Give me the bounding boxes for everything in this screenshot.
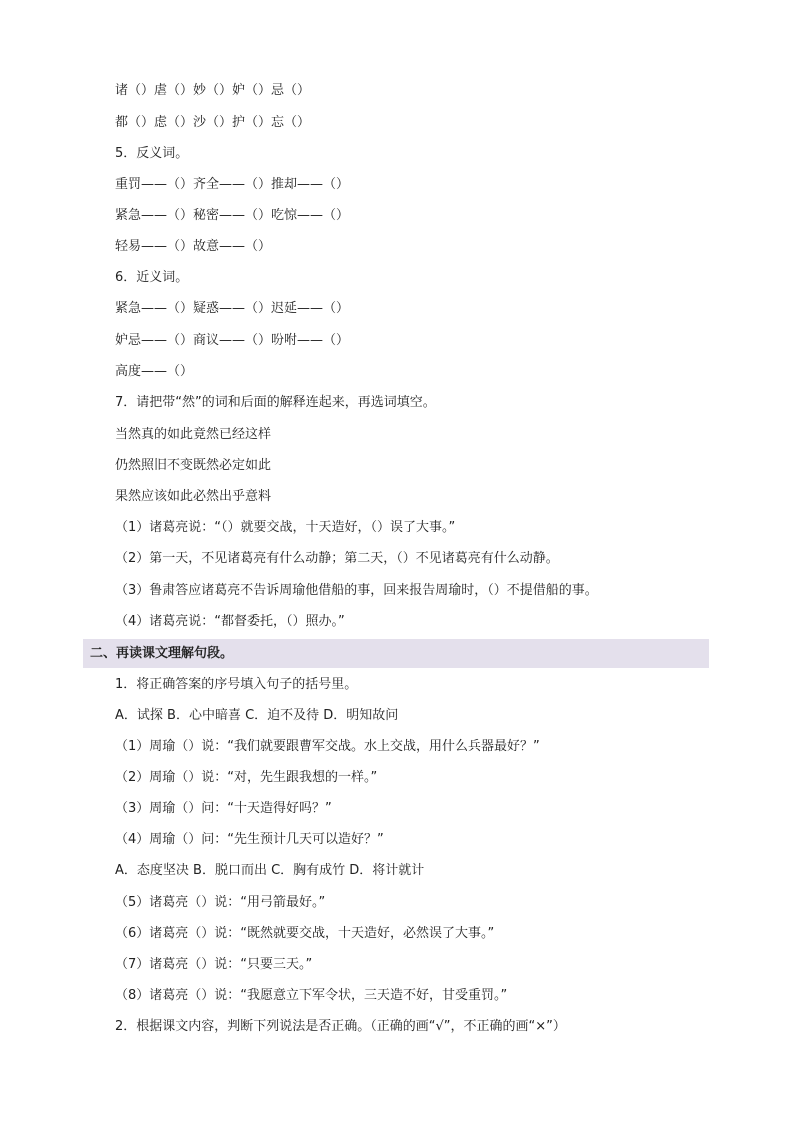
zhugeliang-item: （6）诸葛亮（）说：“既然就要交战，十天造好，必然误了大事。” [115, 926, 495, 941]
fill-blank-item: （4）诸葛亮说：“都督委托，（）照办。” [115, 614, 345, 629]
question-7-title: 7．请把带“然”的词和后面的解释连起来，再选词填空。 [115, 395, 436, 410]
ran-word-line: 仍然照旧不变既然必定如此 [115, 458, 272, 473]
zhouyu-item: （3）周瑜（）问：“十天造得好吗？” [115, 801, 332, 816]
zhouyu-item: （2）周瑜（）说：“对，先生跟我想的一样。” [115, 770, 378, 785]
ran-word-line: 当然真的如此竟然已经这样 [115, 427, 272, 442]
section-2-heading: 二、再读课文理解句段。 [90, 646, 234, 661]
synonym-line: 妒忌——（）商议——（）吩咐——（） [115, 333, 350, 348]
antonym-line: 重罚——（）齐全——（）推却——（） [115, 177, 350, 192]
char-row-2: 都（）虑（）沙（）护（）忘（） [115, 115, 311, 130]
question-5-title: 5．反义词。 [115, 146, 189, 161]
synonym-line: 高度——（） [115, 364, 194, 379]
options-line-b: A．态度坚决 B．脱口而出 C．胸有成竹 D．将计就计 [115, 863, 425, 878]
section-2-question-1-title: 1．将正确答案的序号填入句子的括号里。 [115, 677, 358, 692]
zhugeliang-item: （8）诸葛亮（）说：“我愿意立下军令状，三天造不好，甘受重罚。” [115, 988, 508, 1003]
section-2-banner [83, 639, 709, 668]
antonym-line: 紧急——（）秘密——（）吃惊——（） [115, 208, 350, 223]
zhouyu-item: （4）周瑜（）问：“先生预计几天可以造好？” [115, 832, 384, 847]
antonym-line: 轻易——（）故意——（） [115, 239, 272, 254]
fill-blank-item: （2）第一天，不见诸葛亮有什么动静；第二天，（）不见诸葛亮有什么动静。 [115, 551, 559, 566]
char-row-1: 诸（）虐（）妙（）妒（）忌（） [115, 83, 311, 98]
section-2-question-2-title: 2．根据课文内容，判断下列说法是否正确。（正确的画“√”，不正确的画“×”） [115, 1019, 566, 1034]
zhugeliang-item: （7）诸葛亮（）说：“只要三天。” [115, 957, 313, 972]
zhouyu-item: （1）周瑜（）说：“我们就要跟曹军交战。水上交战，用什么兵器最好？” [115, 739, 540, 754]
question-6-title: 6．近义词。 [115, 270, 189, 285]
synonym-line: 紧急——（）疑惑——（）迟延——（） [115, 301, 350, 316]
fill-blank-item: （3）鲁肃答应诸葛亮不告诉周瑜他借船的事，回来报告周瑜时，（）不提借船的事。 [115, 583, 598, 598]
ran-word-line: 果然应该如此必然出乎意料 [115, 489, 272, 504]
options-line-a: A．试探 B．心中暗喜 C．迫不及待 D．明知故问 [115, 708, 399, 723]
fill-blank-item: （1）诸葛亮说：“（）就要交战，十天造好，（）误了大事。” [115, 520, 456, 535]
zhugeliang-item: （5）诸葛亮（）说：“用弓箭最好。” [115, 895, 326, 910]
